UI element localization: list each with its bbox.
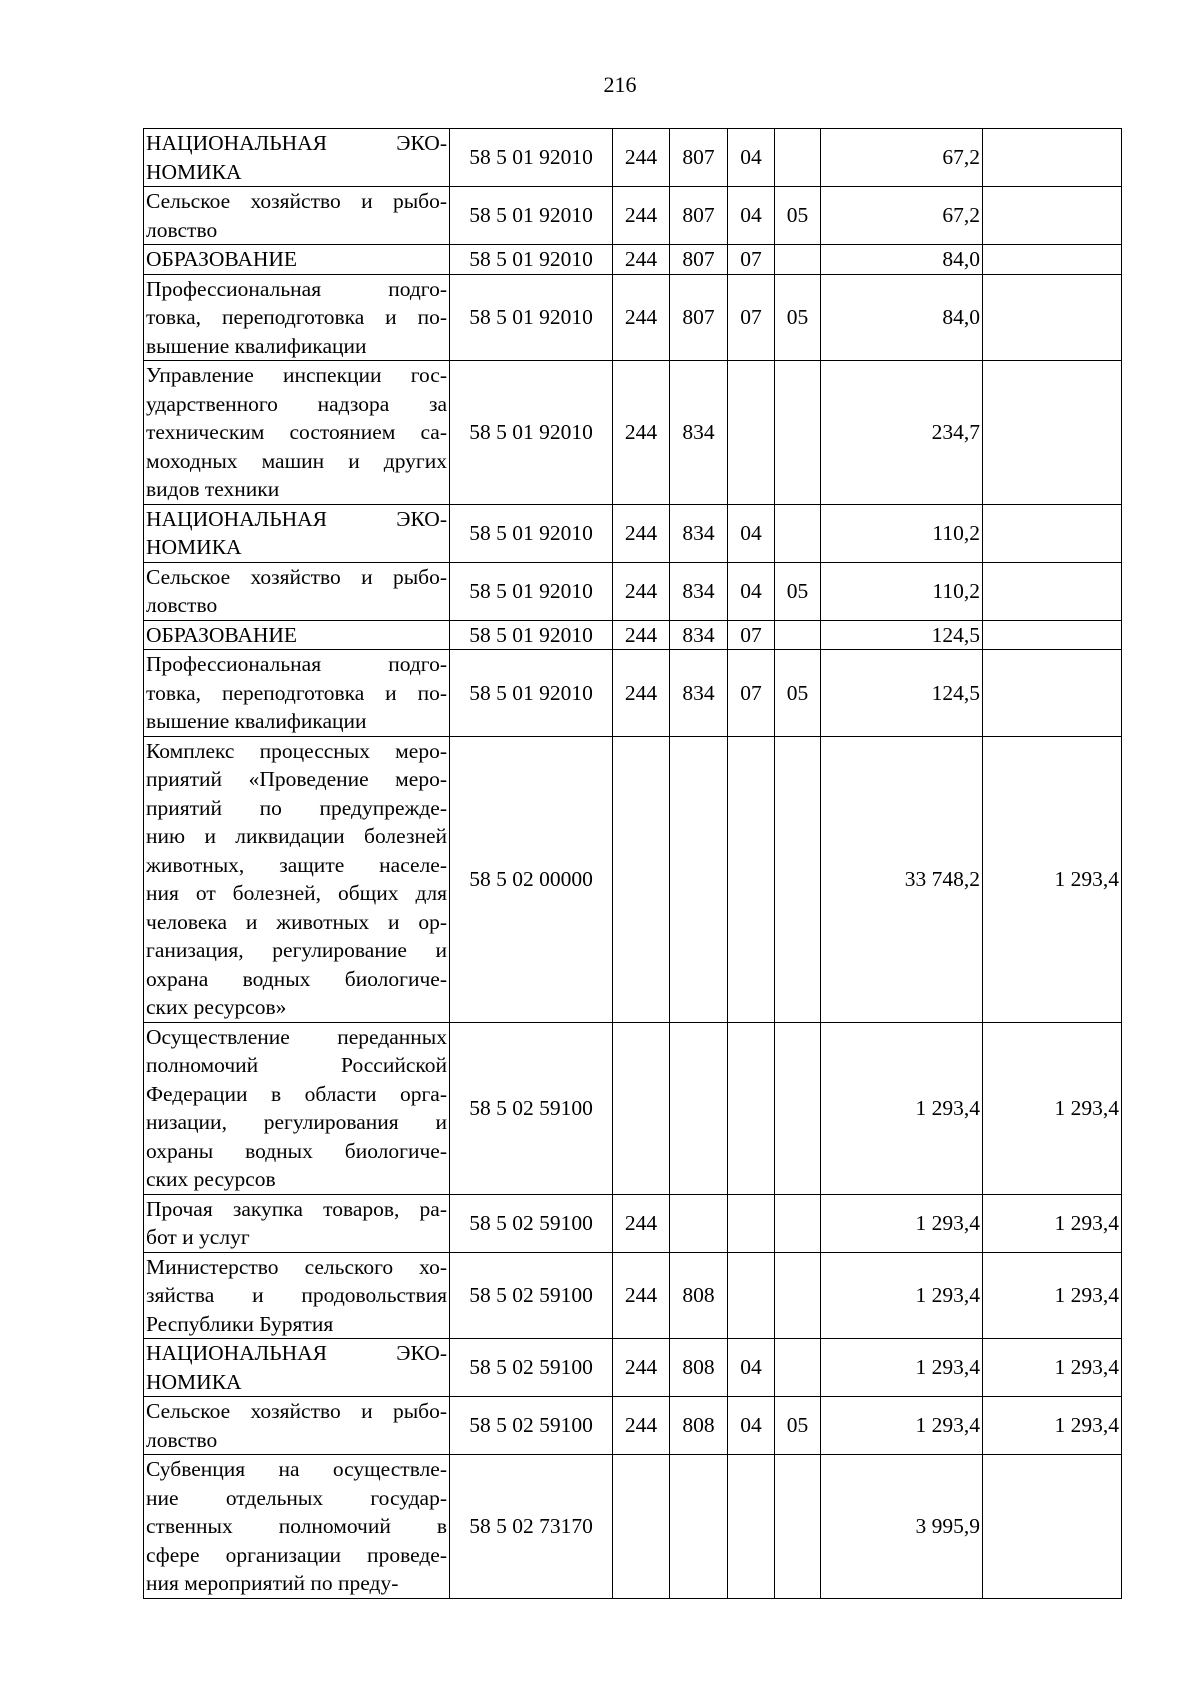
cell-amount-federal — [983, 129, 1122, 187]
cell-expense-type: 244 — [613, 1194, 670, 1252]
cell-name — [144, 361, 450, 505]
cell-name-line: человека и животных и ор- — [146, 909, 447, 934]
cell-name — [144, 1339, 450, 1397]
budget-table — [143, 128, 1122, 1599]
cell-section: 07 — [728, 274, 775, 361]
cell-expense-type: 244 — [613, 129, 670, 187]
cell-amount-federal — [983, 274, 1122, 361]
cell-administrator — [670, 1194, 728, 1252]
cell-administrator: 807 — [670, 129, 728, 187]
cell-section: 07 — [728, 245, 775, 275]
table-row — [144, 1022, 1122, 1194]
cell-name-line: Федерации в области орга- — [146, 1081, 447, 1106]
cell-name-line: Сельское хозяйство и рыбо- — [146, 564, 447, 589]
cell-amount: 33 748,2 — [821, 736, 983, 1022]
cell-amount: 1 293,4 — [821, 1397, 983, 1455]
cell-target-code: 58 5 02 59100 — [450, 1022, 613, 1194]
cell-name-line: ния от болезней, общих для — [146, 881, 447, 905]
cell-name-line: ловство — [146, 217, 218, 242]
table-row — [144, 650, 1122, 737]
cell-name-line: НАЦИОНАЛЬНАЯ ЭКО- — [146, 1341, 447, 1365]
table-row — [144, 245, 1122, 275]
table-row — [144, 361, 1122, 505]
cell-amount-federal — [983, 187, 1122, 245]
cell-target-code: 58 5 02 00000 — [450, 736, 613, 1022]
cell-name-line: вышение квалификации — [146, 333, 367, 358]
cell-administrator — [670, 1022, 728, 1194]
cell-expense-type — [613, 736, 670, 1022]
cell-name — [144, 1252, 450, 1339]
cell-section: 04 — [728, 1339, 775, 1397]
cell-target-code: 58 5 01 92010 — [450, 245, 613, 275]
cell-expense-type: 244 — [613, 187, 670, 245]
cell-target-code: 58 5 01 92010 — [450, 129, 613, 187]
cell-amount: 124,5 — [821, 620, 983, 650]
cell-name-line: Профессиональная подго- — [146, 652, 447, 676]
cell-section — [728, 1252, 775, 1339]
cell-name-line: Республики Бурятия — [146, 1311, 334, 1336]
cell-name-line: техническим состоянием са- — [146, 420, 447, 444]
cell-target-code: 58 5 02 59100 — [450, 1194, 613, 1252]
cell-administrator: 834 — [670, 361, 728, 505]
cell-amount-federal — [983, 1455, 1122, 1599]
cell-amount: 84,0 — [821, 245, 983, 275]
cell-expense-type: 244 — [613, 245, 670, 275]
cell-amount: 3 995,9 — [821, 1455, 983, 1599]
cell-amount-federal: 1 293,4 — [983, 736, 1122, 1022]
cell-expense-type: 244 — [613, 1339, 670, 1397]
cell-amount-federal: 1 293,4 — [983, 1339, 1122, 1397]
table-row — [144, 187, 1122, 245]
cell-amount: 1 293,4 — [821, 1194, 983, 1252]
cell-name-line: Субвенция на осуществле- — [146, 1457, 447, 1481]
cell-amount-federal — [983, 620, 1122, 650]
cell-name — [144, 736, 450, 1022]
cell-section — [728, 1455, 775, 1599]
cell-name-line: ганизация, регулирование и — [146, 938, 447, 962]
cell-amount-federal — [983, 650, 1122, 737]
budget-table-body — [144, 129, 1122, 1599]
cell-name-line: НОМИКА — [146, 1369, 242, 1394]
cell-amount: 67,2 — [821, 187, 983, 245]
cell-expense-type: 244 — [613, 1252, 670, 1339]
cell-name-line: сфере организации проведе- — [146, 1542, 447, 1567]
cell-amount: 124,5 — [821, 650, 983, 737]
cell-section — [728, 1022, 775, 1194]
cell-name-line: Сельское хозяйство и рыбо- — [146, 1399, 447, 1423]
cell-amount: 1 293,4 — [821, 1252, 983, 1339]
cell-name — [144, 1194, 450, 1252]
cell-name — [144, 1022, 450, 1194]
cell-subsection — [775, 129, 821, 187]
cell-administrator: 807 — [670, 274, 728, 361]
cell-section: 07 — [728, 650, 775, 737]
cell-name — [144, 187, 450, 245]
cell-name-line: Прочая закупка товаров, ра- — [146, 1196, 447, 1221]
cell-name-line: нию и ликвидации болезней — [146, 824, 447, 848]
cell-name-line: товка, переподготовка и по- — [146, 305, 447, 329]
cell-administrator: 807 — [670, 187, 728, 245]
cell-name-line: Министерство сельского хо- — [146, 1254, 447, 1279]
cell-name — [144, 245, 450, 275]
cell-section — [728, 736, 775, 1022]
cell-name-line: видов техники — [146, 477, 280, 501]
cell-name-line: бот и услуг — [146, 1225, 250, 1249]
cell-subsection — [775, 504, 821, 562]
cell-name — [144, 650, 450, 737]
cell-administrator: 834 — [670, 562, 728, 620]
cell-expense-type: 244 — [613, 562, 670, 620]
table-row — [144, 129, 1122, 187]
cell-subsection — [775, 1252, 821, 1339]
cell-name — [144, 504, 450, 562]
cell-expense-type — [613, 1022, 670, 1194]
cell-amount: 234,7 — [821, 361, 983, 505]
cell-expense-type: 244 — [613, 361, 670, 505]
cell-administrator — [670, 1455, 728, 1599]
cell-target-code: 58 5 01 92010 — [450, 620, 613, 650]
cell-amount-federal: 1 293,4 — [983, 1194, 1122, 1252]
cell-name-line: ОБРАЗОВАНИЕ — [146, 622, 298, 647]
cell-target-code: 58 5 01 92010 — [450, 274, 613, 361]
cell-expense-type — [613, 1455, 670, 1599]
cell-administrator: 834 — [670, 504, 728, 562]
cell-target-code: 58 5 02 59100 — [450, 1397, 613, 1455]
cell-subsection: 05 — [775, 274, 821, 361]
cell-name — [144, 274, 450, 361]
cell-section: 04 — [728, 129, 775, 187]
cell-name — [144, 620, 450, 650]
cell-name — [144, 562, 450, 620]
cell-expense-type: 244 — [613, 274, 670, 361]
cell-administrator: 807 — [670, 245, 728, 275]
cell-amount: 1 293,4 — [821, 1339, 983, 1397]
cell-target-code: 58 5 02 73170 — [450, 1455, 613, 1599]
table-row — [144, 620, 1122, 650]
cell-name-line: НОМИКА — [146, 535, 242, 559]
cell-name-line: приятий по предупрежде- — [146, 795, 447, 820]
table-row — [144, 736, 1122, 1022]
cell-subsection — [775, 1455, 821, 1599]
cell-subsection — [775, 361, 821, 505]
page-number: 216 — [603, 72, 637, 97]
cell-section: 04 — [728, 562, 775, 620]
table-row — [144, 1194, 1122, 1252]
cell-target-code: 58 5 01 92010 — [450, 562, 613, 620]
cell-amount: 1 293,4 — [821, 1022, 983, 1194]
cell-subsection — [775, 736, 821, 1022]
cell-amount-federal — [983, 361, 1122, 505]
cell-name-line: ских ресурсов — [146, 1167, 276, 1191]
cell-name-line: Комплекс процессных меро- — [146, 738, 447, 763]
cell-subsection — [775, 1339, 821, 1397]
cell-amount: 110,2 — [821, 504, 983, 562]
cell-name-line: товка, переподготовка и по- — [146, 680, 447, 705]
cell-name-line: ственных полномочий в — [146, 1514, 447, 1538]
cell-name-line: Осуществление переданных — [146, 1024, 447, 1049]
cell-name-line: НАЦИОНАЛЬНАЯ ЭКО- — [146, 131, 447, 155]
cell-name-line: ловство — [146, 593, 218, 617]
cell-amount-federal — [983, 562, 1122, 620]
cell-amount: 84,0 — [821, 274, 983, 361]
cell-target-code: 58 5 01 92010 — [450, 361, 613, 505]
cell-section: 04 — [728, 1397, 775, 1455]
cell-name-line: ских ресурсов» — [146, 995, 287, 1019]
cell-name-line: ния мероприятий по преду- — [146, 1571, 399, 1595]
cell-expense-type: 244 — [613, 650, 670, 737]
cell-amount-federal: 1 293,4 — [983, 1252, 1122, 1339]
cell-amount-federal: 1 293,4 — [983, 1022, 1122, 1194]
cell-subsection — [775, 1194, 821, 1252]
table-row — [144, 504, 1122, 562]
cell-name-line: Управление инспекции гос- — [146, 363, 447, 387]
cell-name-line: ОБРАЗОВАНИЕ — [146, 247, 298, 271]
cell-subsection: 05 — [775, 187, 821, 245]
cell-administrator: 808 — [670, 1252, 728, 1339]
cell-target-code: 58 5 01 92010 — [450, 187, 613, 245]
cell-subsection: 05 — [775, 562, 821, 620]
table-row — [144, 562, 1122, 620]
cell-name-line: приятий «Проведение меро- — [146, 767, 447, 791]
cell-target-code: 58 5 01 92010 — [450, 504, 613, 562]
cell-name-line: ние отдельных государ- — [146, 1485, 447, 1510]
cell-name-line: НОМИКА — [146, 159, 242, 184]
cell-expense-type: 244 — [613, 1397, 670, 1455]
table-row — [144, 274, 1122, 361]
cell-section: 04 — [728, 504, 775, 562]
cell-subsection: 05 — [775, 650, 821, 737]
cell-subsection — [775, 245, 821, 275]
cell-administrator: 834 — [670, 650, 728, 737]
cell-name-line: охраны водных биологиче- — [146, 1138, 447, 1163]
cell-name-line: вышение квалификации — [146, 709, 367, 733]
cell-name-line: Сельское хозяйство и рыбо- — [146, 189, 447, 213]
cell-name-line: ловство — [146, 1427, 218, 1452]
cell-name — [144, 1455, 450, 1599]
cell-name-line: НАЦИОНАЛЬНАЯ ЭКО- — [146, 506, 447, 531]
cell-name-line: полномочий Российской — [146, 1053, 447, 1077]
table-row — [144, 1455, 1122, 1599]
cell-name — [144, 1397, 450, 1455]
cell-subsection — [775, 1022, 821, 1194]
cell-name-line: ударственного надзора за — [146, 391, 447, 416]
cell-amount: 67,2 — [821, 129, 983, 187]
cell-name-line: низации, регулирования и — [146, 1110, 447, 1134]
cell-name-line: моходных машин и других — [146, 448, 447, 473]
cell-section: 04 — [728, 187, 775, 245]
table-row — [144, 1339, 1122, 1397]
cell-amount-federal: 1 293,4 — [983, 1397, 1122, 1455]
cell-amount-federal — [983, 504, 1122, 562]
cell-target-code: 58 5 01 92010 — [450, 650, 613, 737]
cell-subsection — [775, 620, 821, 650]
cell-amount-federal — [983, 245, 1122, 275]
cell-name — [144, 129, 450, 187]
cell-expense-type: 244 — [613, 620, 670, 650]
cell-administrator: 808 — [670, 1339, 728, 1397]
cell-name-line: зяйства и продовольствия — [146, 1283, 447, 1307]
cell-section — [728, 1194, 775, 1252]
cell-subsection: 05 — [775, 1397, 821, 1455]
cell-administrator — [670, 736, 728, 1022]
cell-target-code: 58 5 02 59100 — [450, 1339, 613, 1397]
cell-target-code: 58 5 02 59100 — [450, 1252, 613, 1339]
cell-section — [728, 361, 775, 505]
cell-section: 07 — [728, 620, 775, 650]
cell-administrator: 834 — [670, 620, 728, 650]
cell-expense-type: 244 — [613, 504, 670, 562]
cell-administrator: 808 — [670, 1397, 728, 1455]
table-row — [144, 1252, 1122, 1339]
table-row — [144, 1397, 1122, 1455]
cell-name-line: животных, защите населе- — [146, 852, 447, 877]
cell-amount: 110,2 — [821, 562, 983, 620]
cell-name-line: охрана водных биологиче- — [146, 966, 447, 991]
cell-name-line: Профессиональная подго- — [146, 276, 447, 301]
